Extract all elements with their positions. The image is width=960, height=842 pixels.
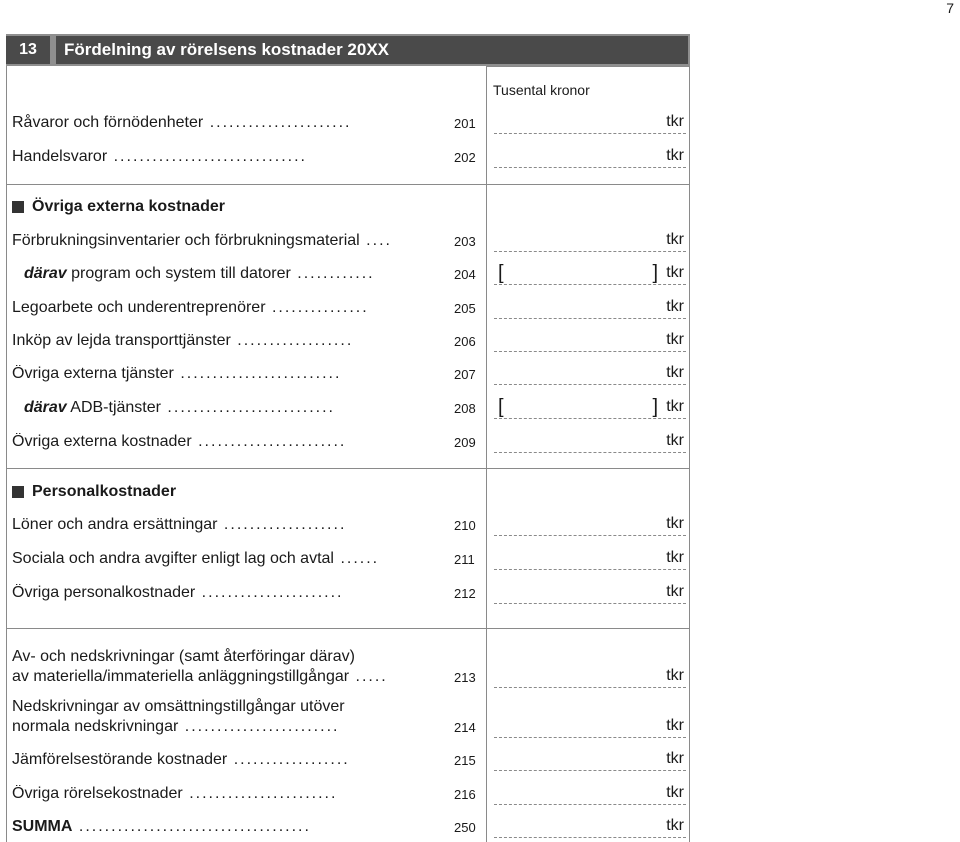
row-label: Handelsvaror .............................. [12, 148, 307, 165]
frame-right-border [689, 66, 690, 842]
amount-field-211[interactable] [494, 549, 686, 570]
form-row-204 [12, 262, 688, 285]
unit-label: tkr [666, 817, 684, 834]
frame-left-border [6, 66, 7, 842]
form-row-213 [12, 648, 688, 688]
section-title: Fördelning av rörelsens kostnader 20XX [56, 36, 688, 64]
square-bullet-icon [12, 486, 24, 498]
row-label: Jämförelsestörande kostnader .................. [12, 751, 350, 768]
bracket-open: [ [498, 396, 504, 418]
unit-label: tkr [666, 583, 684, 600]
amount-field-201[interactable] [494, 113, 686, 134]
unit-label: tkr [666, 667, 684, 684]
row-label: Inköp av lejda transporttjänster .................. [12, 332, 354, 349]
row-label: Förbrukningsinventarier och förbrukningsmaterial .... [12, 232, 392, 249]
group-heading-personnel: Personalkostnader [12, 483, 176, 501]
unit-label: tkr [666, 432, 684, 449]
amount-field-206[interactable] [494, 331, 686, 352]
form-row-215 [12, 751, 688, 771]
row-code: 216 [454, 787, 476, 802]
unit-label: tkr [666, 717, 684, 734]
form-row-205 [12, 299, 688, 319]
form-row-206 [12, 332, 688, 352]
unit-label: tkr [666, 398, 684, 415]
unit-label: tkr [666, 515, 684, 532]
row-code: 209 [454, 435, 476, 450]
row-label: Råvaror och förnödenheter ...................... [12, 114, 352, 131]
row-code: 202 [454, 150, 476, 165]
form-row-207 [12, 365, 688, 385]
unit-label: tkr [666, 231, 684, 248]
row-code: 215 [454, 753, 476, 768]
row-code: 211 [454, 552, 475, 567]
row-code: 250 [454, 820, 476, 835]
unit-label: tkr [666, 549, 684, 566]
row-label: därav program och system till datorer ............ [24, 265, 375, 282]
form-row-212 [12, 584, 688, 604]
amount-field-214[interactable] [494, 717, 686, 738]
amount-field-215[interactable] [494, 750, 686, 771]
row-code: 203 [454, 234, 476, 249]
square-bullet-icon [12, 201, 24, 213]
unit-label: tkr [666, 147, 684, 164]
form-row-214 [12, 698, 688, 738]
row-code: 208 [454, 401, 476, 416]
unit-label: tkr [666, 364, 684, 381]
section-divider [7, 468, 689, 469]
row-label: normala nedskrivningar ........................ [12, 718, 340, 735]
row-code: 213 [454, 670, 476, 685]
form-row-201 [12, 114, 688, 134]
section-number: 13 [6, 36, 50, 64]
currency-note: Tusental kronor [493, 82, 590, 98]
row-code: 204 [454, 267, 476, 282]
row-label-line-1: Av- och nedskrivningar (samt återföringar därav) [12, 648, 355, 665]
row-code: 205 [454, 301, 476, 316]
amount-field-204[interactable] [494, 264, 686, 285]
amount-field-208[interactable] [494, 398, 686, 419]
amount-field-207[interactable] [494, 364, 686, 385]
row-label: Övriga personalkostnader ...................... [12, 584, 344, 601]
frame-amount-top-border [486, 66, 690, 67]
unit-label: tkr [666, 784, 684, 801]
amount-field-212[interactable] [494, 583, 686, 604]
form-row-203 [12, 232, 688, 252]
amount-field-202[interactable] [494, 147, 686, 168]
unit-label: tkr [666, 264, 684, 281]
form-row-210 [12, 516, 688, 536]
row-code: 201 [454, 116, 476, 131]
row-label: Övriga externa tjänster ......................... [12, 365, 342, 382]
bracket-close: ] [652, 262, 658, 284]
row-label: Sociala och andra avgifter enligt lag och avtal ...... [12, 550, 380, 567]
row-label: Legoarbete och underentreprenörer ............... [12, 299, 369, 316]
form-row-208 [12, 396, 688, 419]
form-row-216 [12, 785, 688, 805]
unit-label: tkr [666, 331, 684, 348]
row-label: av materiella/immateriella anläggningstillgångar ..... [12, 668, 388, 685]
row-code: 210 [454, 518, 476, 533]
form-row-211 [12, 550, 688, 570]
amount-field-213[interactable] [494, 667, 686, 688]
form-row-250 [12, 818, 688, 838]
row-label: SUMMA .................................... [12, 818, 311, 835]
amount-field-250[interactable] [494, 817, 686, 838]
amount-field-209[interactable] [494, 432, 686, 453]
unit-label: tkr [666, 113, 684, 130]
form-row-202 [12, 148, 688, 168]
row-code: 206 [454, 334, 476, 349]
bracket-close: ] [652, 396, 658, 418]
row-code: 214 [454, 720, 476, 735]
row-label: Löner och andra ersättningar ................... [12, 516, 347, 533]
amount-field-203[interactable] [494, 231, 686, 252]
amount-field-210[interactable] [494, 515, 686, 536]
section-divider [7, 184, 689, 185]
unit-label: tkr [666, 298, 684, 315]
group-heading-external: Övriga externa kostnader [12, 198, 225, 216]
amount-field-216[interactable] [494, 784, 686, 805]
amount-field-205[interactable] [494, 298, 686, 319]
page-number: 7 [946, 0, 954, 16]
bracket-open: [ [498, 262, 504, 284]
row-label-line-1: Nedskrivningar av omsättningstillgångar utöver [12, 698, 345, 715]
row-code: 212 [454, 586, 476, 601]
row-label: Övriga externa kostnader ....................... [12, 433, 347, 450]
section-divider [7, 628, 689, 629]
row-label: Övriga rörelsekostnader ....................... [12, 785, 338, 802]
form-row-209 [12, 433, 688, 453]
unit-label: tkr [666, 750, 684, 767]
row-label: därav ADB-tjänster .......................... [24, 399, 335, 416]
row-code: 207 [454, 367, 476, 382]
